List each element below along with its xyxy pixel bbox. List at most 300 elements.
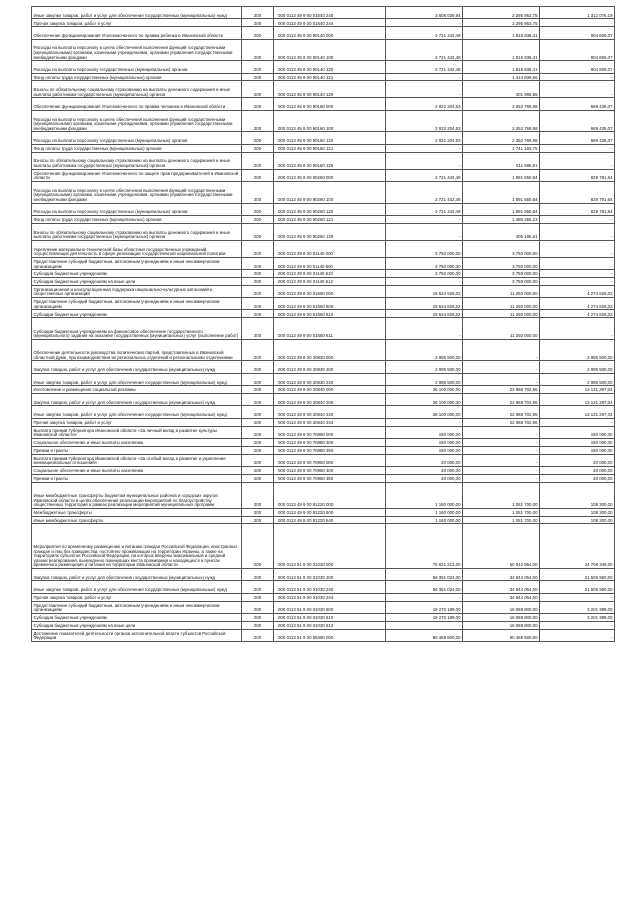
row-classification-code: 000 0113 49 9 00 01550 600 <box>274 298 386 310</box>
row-name: Социальное обеспечение и иные выплаты населению <box>32 439 242 447</box>
row-approved-amount: 2 995 500,00 <box>386 339 463 361</box>
row-classification-code: 000 0113 51 9 00 55490 000 <box>274 629 386 641</box>
row-approved-amount: 2 721 442,48 <box>386 169 463 181</box>
row-approved-amount: - <box>386 277 463 285</box>
row-classification-code: 000 0113 49 9 00 20840 240 <box>274 406 386 418</box>
row-name: Расходы на выплаты персоналу в целях обеспечения выполнения функций государственными (муниципальными) органами, казенными учреждениями, органами управления государственными внебюджетными фондами <box>32 181 242 203</box>
row-classification-code: 000 0113 49 9 00 70850 000 <box>274 426 386 438</box>
table-row <box>32 601 615 613</box>
row-executed-amount: 1 051 700,00 <box>463 508 540 516</box>
row-approved-amount: 150 000,00 <box>386 446 463 454</box>
row-code: 200 <box>242 373 274 385</box>
row-classification-code: 000 0113 45 9 00 90260 120 <box>274 203 386 215</box>
row-approved-amount: 2 721 442,48 <box>386 39 463 61</box>
row-classification-code: 000 0113 49 9 00 20840 200 <box>274 394 386 406</box>
row-unexecuted-amount: 904 606,07 <box>540 61 615 73</box>
row-code: 200 <box>242 466 274 474</box>
row-code: 200 <box>242 482 274 508</box>
row-code: 200 <box>242 240 274 257</box>
budget-execution-table <box>31 6 615 642</box>
row-executed-amount: 3 750 000,00 <box>463 270 540 278</box>
row-approved-amount: 15 524 625,02 <box>386 298 463 310</box>
row-approved-amount: 75 621 213,00 <box>386 524 463 569</box>
table-row <box>32 270 615 278</box>
row-executed-amount: 34 844 064,00 <box>463 581 540 593</box>
row-executed-amount: 1 816 836,41 <box>463 27 540 39</box>
row-approved-amount: 2 922 204,63 <box>386 98 463 110</box>
row-unexecuted-amount: 829 791,64 <box>540 203 615 215</box>
row-name: Расходы на выплаты персоналу государственных (муниципальных) органов <box>32 132 242 144</box>
row-approved-amount: - <box>386 215 463 223</box>
row-unexecuted-amount: - <box>540 73 615 81</box>
row-name: Прочая закупка товаров, работ и услуг <box>32 593 242 601</box>
row-executed-amount: 1 486 455,23 <box>463 215 540 223</box>
table-row <box>32 73 615 81</box>
row-approved-amount: 15 524 625,02 <box>386 285 463 297</box>
row-code: 200 <box>242 181 274 203</box>
row-name: Иные закупки товаров, работ и услуг для обеспечения государственных (муниципальных) нужд <box>32 406 242 418</box>
row-approved-amount: 56 351 024,00 <box>386 568 463 580</box>
row-name: Предоставление субсидий бюджетным, автономным учреждениям и иным некоммерческим организациям <box>32 601 242 613</box>
row-code: 200 <box>242 613 274 621</box>
row-approved-amount: 2 721 442,48 <box>386 61 463 73</box>
row-unexecuted-amount: 2 995 500,00 <box>540 339 615 361</box>
row-unexecuted-amount: 21 506 960,00 <box>540 568 615 580</box>
row-name: Субсидии бюджетным учреждениям <box>32 613 242 621</box>
row-classification-code: 000 0113 49 9 00 01140 600 <box>274 257 386 269</box>
row-executed-amount: 1 891 650,84 <box>463 181 540 203</box>
row-approved-amount: 3 750 000,00 <box>386 257 463 269</box>
row-name: Межбюджетные трансферты <box>32 508 242 516</box>
row-approved-amount: 3 608 029,94 <box>386 7 463 19</box>
row-classification-code: 000 0113 45 9 00 90140 000 <box>274 27 386 39</box>
table-row <box>32 39 615 61</box>
row-name: Выплата премии Губернатора Ивановской области «За личный вклад в развитие культуры Ивановской области» <box>32 426 242 438</box>
row-classification-code: 000 0113 51 9 00 01030 610 <box>274 613 386 621</box>
table-row <box>32 152 615 169</box>
row-unexecuted-amount: 2 995 500,00 <box>540 373 615 385</box>
row-code: 200 <box>242 203 274 215</box>
row-executed-amount: 511 585,81 <box>463 152 540 169</box>
row-executed-amount: 34 844 064,00 <box>463 568 540 580</box>
row-approved-amount: 19 270 189,00 <box>386 613 463 621</box>
row-unexecuted-amount: 13 131 297,04 <box>540 394 615 406</box>
row-name: Мероприятия по временному размещению и питанию граждан Российской Федерации, иностранных граждан и лиц без гражданства, постоянно проживающих на территории Украины, а также на территориях субъектов Российской Федерации, на которых введены максимальный и средний уровни реагирования, вынужденно покинувших места проживания и находящихся в пунктах временного размещения и питания на территории Ивановской области <box>32 524 242 569</box>
row-executed-amount: 2 252 769,98 <box>463 98 540 110</box>
row-approved-amount: 40 000,00 <box>386 474 463 482</box>
row-code: 200 <box>242 593 274 601</box>
table-row <box>32 516 615 524</box>
row-unexecuted-amount: 24 708 349,00 <box>540 524 615 569</box>
row-classification-code: 000 0113 45 9 00 90260 129 <box>274 223 386 240</box>
table-row <box>32 629 615 641</box>
table-row <box>32 373 615 385</box>
row-unexecuted-amount: - <box>540 418 615 426</box>
row-name: Укрепление материально-технической базы областных государственных учреждений, осуществляющих деятельность в сфере реализации государственной национальной политики <box>32 240 242 257</box>
row-executed-amount: - <box>463 466 540 474</box>
row-executed-amount: 1 816 836,41 <box>463 39 540 61</box>
row-approved-amount: 40 000,00 <box>386 454 463 466</box>
table-row <box>32 98 615 110</box>
row-classification-code: 000 0113 49 9 00 20840 244 <box>274 418 386 426</box>
row-executed-amount: 2 295 953,75 <box>463 19 540 27</box>
row-name: Премии и гранты <box>32 446 242 454</box>
row-classification-code: 000 0113 49 9 00 01540 240 <box>274 7 386 19</box>
row-classification-code: 000 0113 49 9 00 01550 000 <box>274 285 386 297</box>
table-row <box>32 593 615 601</box>
table-row <box>32 277 615 285</box>
row-unexecuted-amount: 108 300,00 <box>540 482 615 508</box>
row-name: Взносы по обязательному социальному страхованию на выплаты денежного содержания и иные выплаты работникам государственных (муниципальных) органов <box>32 81 242 98</box>
row-name: Взносы по обязательному социальному страхованию на выплаты денежного содержания и иные выплаты работникам государственных (муниципальных) органов <box>32 223 242 240</box>
row-classification-code: 000 0113 49 9 00 70950 000 <box>274 454 386 466</box>
row-code: 200 <box>242 439 274 447</box>
row-unexecuted-amount: 3 201 389,00 <box>540 601 615 613</box>
row-code: 200 <box>242 110 274 132</box>
row-approved-amount: - <box>386 19 463 27</box>
row-classification-code: 000 0113 49 9 00 81220 500 <box>274 508 386 516</box>
row-name: Закупка товаров, работ и услуг для обеспечения государственных (муниципальных) нужд <box>32 568 242 580</box>
row-classification-code: 000 0113 49 9 00 70950 300 <box>274 466 386 474</box>
row-classification-code: 000 0113 45 9 00 90140 129 <box>274 81 386 98</box>
row-name: Закупка товаров, работ и услуг для обеспечения государственных (муниципальных) нужд <box>32 394 242 406</box>
row-unexecuted-amount: 108 300,00 <box>540 508 615 516</box>
row-executed-amount: 16 068 800,00 <box>463 601 540 613</box>
row-classification-code: 000 0113 51 9 00 01030 600 <box>274 601 386 613</box>
row-unexecuted-amount: 150 000,00 <box>540 426 615 438</box>
row-name: Иные закупки товаров, работ и услуг для обеспечения государственных (муниципальных) нужд <box>32 581 242 593</box>
row-code: 200 <box>242 298 274 310</box>
row-name: Изготовление и размещение социальной рекламы <box>32 386 242 394</box>
row-unexecuted-amount: 904 606,07 <box>540 39 615 61</box>
row-name: Социальное обеспечение и иные выплаты населению <box>32 466 242 474</box>
table-row <box>32 361 615 373</box>
row-approved-amount: 2 995 500,00 <box>386 361 463 373</box>
row-executed-amount: 22 968 702,96 <box>463 386 540 394</box>
row-classification-code: 000 0113 45 9 00 90260 000 <box>274 169 386 181</box>
row-code: 200 <box>242 339 274 361</box>
row-code: 200 <box>242 361 274 373</box>
row-code: 200 <box>242 581 274 593</box>
row-classification-code: 000 0113 45 9 00 90160 000 <box>274 98 386 110</box>
row-approved-amount: - <box>386 418 463 426</box>
table-row <box>32 394 615 406</box>
row-executed-amount: 22 968 702,96 <box>463 406 540 418</box>
row-name: Расходы на выплаты персоналу в целях обеспечения выполнения функций государственными (муниципальными) органами, казенными учреждениями, органами управления государственными внебюджетными фондами <box>32 39 242 61</box>
row-code: 200 <box>242 98 274 110</box>
row-approved-amount: 1 160 000,00 <box>386 482 463 508</box>
table-row <box>32 215 615 223</box>
row-code: 200 <box>242 601 274 613</box>
row-classification-code: 000 0113 45 9 00 90160 121 <box>274 144 386 152</box>
row-code: 200 <box>242 81 274 98</box>
row-code: 200 <box>242 568 274 580</box>
row-unexecuted-amount: 108 300,00 <box>540 516 615 524</box>
row-executed-amount: 1 816 836,41 <box>463 61 540 73</box>
row-executed-amount: - <box>463 426 540 438</box>
table-row <box>32 466 615 474</box>
row-unexecuted-amount: 13 131 297,04 <box>540 386 615 394</box>
row-approved-amount: - <box>386 81 463 98</box>
row-unexecuted-amount: 829 791,64 <box>540 181 615 203</box>
row-classification-code: 000 0113 49 9 00 01550 610 <box>274 310 386 318</box>
row-classification-code: 000 0113 49 9 00 01540 244 <box>274 19 386 27</box>
row-name: Прочая закупка товаров, работ и услуг <box>32 19 242 27</box>
row-name: Субсидии бюджетным учреждениям <box>32 310 242 318</box>
table-row <box>32 285 615 297</box>
row-approved-amount: - <box>386 73 463 81</box>
row-executed-amount: 1 741 183,75 <box>463 144 540 152</box>
row-name: Обеспечение функционирования Уполномоченного по правам ребенка в Ивановской области <box>32 27 242 39</box>
row-unexecuted-amount: - <box>540 593 615 601</box>
row-executed-amount: 3 750 000,00 <box>463 257 540 269</box>
row-code: 200 <box>242 169 274 181</box>
table-row <box>32 110 615 132</box>
row-name: Фонд оплаты труда государственных (муниципальных) органов <box>32 73 242 81</box>
row-name: Организационная и консультационная поддержка национально-культурных автономий и общественных организаций <box>32 285 242 297</box>
table-row <box>32 240 615 257</box>
row-code: 200 <box>242 285 274 297</box>
table-row <box>32 19 615 27</box>
row-code: 200 <box>242 629 274 641</box>
row-unexecuted-amount: - <box>540 215 615 223</box>
table-row <box>32 568 615 580</box>
row-unexecuted-amount: - <box>540 223 615 240</box>
row-unexecuted-amount: 4 274 625,02 <box>540 285 615 297</box>
row-classification-code: 000 0113 49 9 00 20830 200 <box>274 361 386 373</box>
row-executed-amount: 2 252 769,98 <box>463 110 540 132</box>
row-classification-code: 000 0113 49 9 00 70950 350 <box>274 474 386 482</box>
row-classification-code: 000 0113 51 9 00 01030 244 <box>274 593 386 601</box>
row-approved-amount: 150 000,00 <box>386 439 463 447</box>
table-row <box>32 61 615 73</box>
row-approved-amount: - <box>386 223 463 240</box>
row-executed-amount: 34 844 064,00 <box>463 593 540 601</box>
row-unexecuted-amount: - <box>540 19 615 27</box>
row-executed-amount: 90 468 500,00 <box>463 629 540 641</box>
row-name: Субсидии бюджетным учреждениям на финансовое обеспечение государственного (муниципального) задания на оказание государственных (муниципальных) услуг (выполнение работ) <box>32 318 242 340</box>
row-approved-amount: 36 100 000,00 <box>386 406 463 418</box>
row-approved-amount: 90 468 500,00 <box>386 629 463 641</box>
row-executed-amount: 1 051 700,00 <box>463 482 540 508</box>
table-row <box>32 508 615 516</box>
row-unexecuted-amount: - <box>540 270 615 278</box>
row-unexecuted-amount: 150 000,00 <box>540 439 615 447</box>
row-approved-amount: - <box>386 144 463 152</box>
row-classification-code: 000 0113 49 9 00 81220 540 <box>274 516 386 524</box>
row-code: 200 <box>242 524 274 569</box>
table-row <box>32 169 615 181</box>
row-approved-amount: 2 995 500,00 <box>386 373 463 385</box>
row-executed-amount: 22 968 702,96 <box>463 394 540 406</box>
row-classification-code: 000 0113 51 9 00 01030 200 <box>274 568 386 580</box>
row-executed-amount: 2 295 953,75 <box>463 7 540 19</box>
table-row <box>32 474 615 482</box>
row-code: 200 <box>242 277 274 285</box>
row-unexecuted-amount: 669 435,07 <box>540 110 615 132</box>
row-code: 200 <box>242 132 274 144</box>
row-name: Обеспечение функционирования Уполномоченного по защите прав предпринимателей в Ивановской области <box>32 169 242 181</box>
row-unexecuted-amount: 904 606,07 <box>540 27 615 39</box>
row-unexecuted-amount: 150 000,00 <box>540 446 615 454</box>
table-row <box>32 223 615 240</box>
row-code: 200 <box>242 223 274 240</box>
row-classification-code: 000 0113 49 9 00 70850 350 <box>274 446 386 454</box>
row-name: Обеспечение функционирования Уполномоченного по правам человека в Ивановской области <box>32 98 242 110</box>
row-executed-amount: 3 750 000,00 <box>463 277 540 285</box>
row-executed-amount: - <box>463 474 540 482</box>
row-name: Субсидии бюджетным учреждениям на иные цели <box>32 621 242 629</box>
row-classification-code: 000 0113 51 9 00 01030 612 <box>274 621 386 629</box>
row-executed-amount: 1 891 650,84 <box>463 169 540 181</box>
row-executed-amount: 3 750 000,00 <box>463 240 540 257</box>
row-name: Фонд оплаты труда государственных (муниципальных) органов <box>32 215 242 223</box>
row-name: Субсидии бюджетным учреждениям <box>32 270 242 278</box>
row-classification-code: 000 0113 51 9 00 01030 000 <box>274 524 386 569</box>
row-classification-code: 000 0113 45 9 00 90160 129 <box>274 152 386 169</box>
row-code: 200 <box>242 406 274 418</box>
row-name: Закупка товаров, работ и услуг для обеспечения государственных (муниципальных) нужд <box>32 361 242 373</box>
row-unexecuted-amount: - <box>540 152 615 169</box>
row-code: 200 <box>242 61 274 73</box>
row-code: 200 <box>242 27 274 39</box>
table-row <box>32 318 615 340</box>
row-code: 200 <box>242 73 274 81</box>
table-row <box>32 386 615 394</box>
row-classification-code: 000 0113 45 9 00 90160 100 <box>274 110 386 132</box>
row-code: 200 <box>242 7 274 19</box>
row-unexecuted-amount: 1 312 076,19 <box>540 7 615 19</box>
row-code: 200 <box>242 152 274 169</box>
row-classification-code: 000 0113 49 9 00 01140 610 <box>274 270 386 278</box>
row-executed-amount: - <box>463 454 540 466</box>
row-approved-amount: 3 750 000,00 <box>386 240 463 257</box>
row-name: Предоставление субсидий бюджетным, автономным учреждениям и иным некоммерческим организациям <box>32 257 242 269</box>
table-row <box>32 426 615 438</box>
row-name: Расходы на выплаты персоналу в целях обеспечения выполнения функций государственными (муниципальными) органами, казенными учреждениями, органами управления государственными внебюджетными фондами <box>32 110 242 132</box>
row-classification-code: 000 0113 49 9 00 20830 240 <box>274 373 386 385</box>
row-approved-amount: 36 100 000,00 <box>386 386 463 394</box>
row-code: 200 <box>242 144 274 152</box>
row-name: Взносы по обязательному социальному страхованию на выплаты денежного содержания и иные выплаты работникам государственных (муниципальных) органов <box>32 152 242 169</box>
table-row <box>32 482 615 508</box>
row-unexecuted-amount: 669 435,07 <box>540 132 615 144</box>
row-classification-code: 000 0113 49 9 00 81220 000 <box>274 482 386 508</box>
row-classification-code: 000 0113 45 9 00 90140 121 <box>274 73 386 81</box>
row-executed-amount: 401 996,85 <box>463 81 540 98</box>
row-approved-amount: - <box>386 593 463 601</box>
row-approved-amount: 1 160 000,00 <box>386 516 463 524</box>
row-unexecuted-amount: 21 506 960,00 <box>540 581 615 593</box>
row-name: Выплата премии Губернатора Ивановской области «За особый вклад в развитие и укрепление межнациональных отношений» <box>32 454 242 466</box>
row-unexecuted-amount: 4 274 625,02 <box>540 310 615 318</box>
row-code: 200 <box>242 394 274 406</box>
row-unexecuted-amount: - <box>540 240 615 257</box>
row-classification-code: 000 0113 45 9 00 90160 120 <box>274 132 386 144</box>
row-code: 200 <box>242 454 274 466</box>
row-name: Расходы на выплаты персоналу государственных (муниципальных) органов <box>32 61 242 73</box>
row-executed-amount: - <box>463 373 540 385</box>
row-name: Субсидии бюджетным учреждениям на иные цели <box>32 277 242 285</box>
row-code: 200 <box>242 39 274 61</box>
table-row <box>32 144 615 152</box>
row-approved-amount: 150 000,00 <box>386 426 463 438</box>
row-name: Премии и гранты <box>32 474 242 482</box>
table-body <box>32 7 615 642</box>
row-approved-amount: 36 100 000,00 <box>386 394 463 406</box>
row-name: Иные межбюджетные трансферты бюджетам муниципальных районов и городских округов Ивановской области в целях обеспечения реализации мероприятий по благоустройству общественных территорий в рамках реализации мероприятий муниципальных программ <box>32 482 242 508</box>
row-code: 200 <box>242 621 274 629</box>
table-row <box>32 203 615 215</box>
row-approved-amount: 2 721 442,48 <box>386 27 463 39</box>
row-executed-amount: 11 250 000,00 <box>463 310 540 318</box>
row-unexecuted-amount: 3 201 389,00 <box>540 613 615 621</box>
row-approved-amount: 2 922 204,63 <box>386 132 463 144</box>
row-code: 200 <box>242 19 274 27</box>
row-name: Иные закупки товаров, работ и услуг для обеспечения государственных (муниципальных) нужд <box>32 373 242 385</box>
row-code: 200 <box>242 386 274 394</box>
table-row <box>32 581 615 593</box>
row-approved-amount: 2 721 442,48 <box>386 181 463 203</box>
row-unexecuted-amount: - <box>540 621 615 629</box>
row-unexecuted-amount: - <box>540 277 615 285</box>
row-approved-amount: 40 000,00 <box>386 466 463 474</box>
row-unexecuted-amount: - <box>540 318 615 340</box>
row-approved-amount: 2 721 442,48 <box>386 203 463 215</box>
row-approved-amount: 1 160 000,00 <box>386 508 463 516</box>
row-approved-amount: 56 351 024,00 <box>386 581 463 593</box>
table-row <box>32 257 615 269</box>
row-classification-code: 000 0113 51 9 00 01030 240 <box>274 581 386 593</box>
row-executed-amount: 2 252 769,98 <box>463 132 540 144</box>
table-row <box>32 406 615 418</box>
row-classification-code: 000 0113 49 9 00 01550 611 <box>274 318 386 340</box>
row-approved-amount: - <box>386 152 463 169</box>
table-row <box>32 81 615 98</box>
row-code: 200 <box>242 446 274 454</box>
row-classification-code: 000 0113 49 9 00 70850 300 <box>274 439 386 447</box>
row-unexecuted-amount: 13 131 297,04 <box>540 406 615 418</box>
row-classification-code: 000 0113 45 9 00 90260 100 <box>274 181 386 203</box>
row-classification-code: 000 0113 45 9 00 90140 120 <box>274 61 386 73</box>
row-unexecuted-amount: 40 000,00 <box>540 454 615 466</box>
row-code: 200 <box>242 426 274 438</box>
row-code: 200 <box>242 318 274 340</box>
table-row <box>32 27 615 39</box>
row-executed-amount: - <box>463 439 540 447</box>
row-executed-amount: 11 250 000,00 <box>463 318 540 340</box>
row-unexecuted-amount: - <box>540 629 615 641</box>
table-row <box>32 613 615 621</box>
table-row <box>32 446 615 454</box>
row-unexecuted-amount: 2 995 500,00 <box>540 361 615 373</box>
table-row <box>32 524 615 569</box>
row-name: Достижение показателей деятельности органов исполнительной власти субъектов Российской Федерации <box>32 629 242 641</box>
row-approved-amount: 3 750 000,00 <box>386 270 463 278</box>
row-classification-code: 000 0113 49 9 00 01140 000 <box>274 240 386 257</box>
row-executed-amount: 1 414 839,56 <box>463 73 540 81</box>
table-row <box>32 7 615 19</box>
row-code: 200 <box>242 516 274 524</box>
table-row <box>32 439 615 447</box>
row-executed-amount: 22 968 702,96 <box>463 418 540 426</box>
row-unexecuted-amount: 669 435,07 <box>540 98 615 110</box>
row-code: 200 <box>242 257 274 269</box>
row-approved-amount: 2 922 204,63 <box>386 110 463 132</box>
row-code: 200 <box>242 215 274 223</box>
row-unexecuted-amount: 4 274 625,02 <box>540 298 615 310</box>
row-code: 200 <box>242 474 274 482</box>
